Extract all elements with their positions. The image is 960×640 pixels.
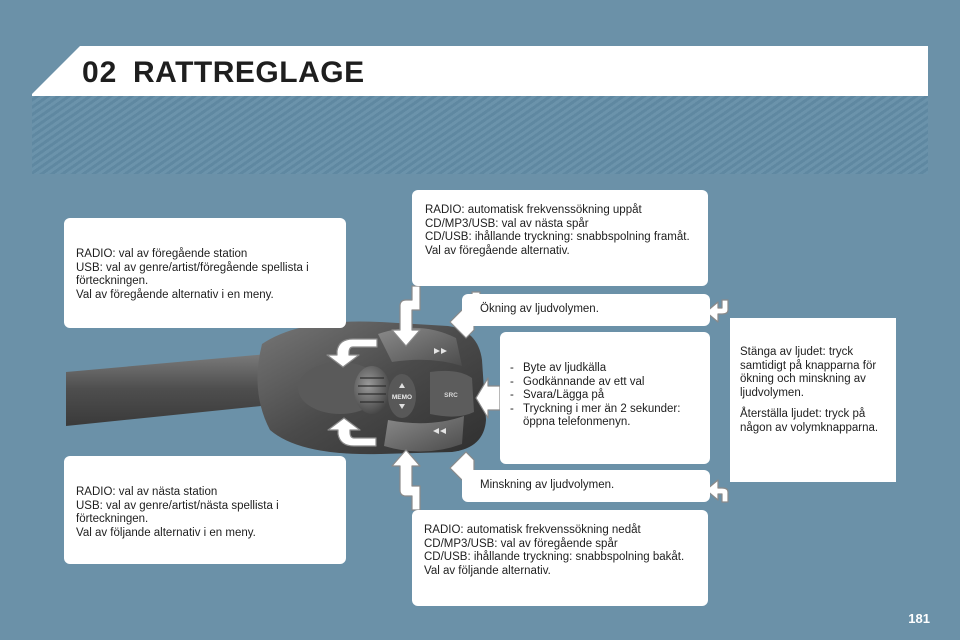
text-line: CD/MP3/USB: val av föregående spår <box>424 537 618 550</box>
text-line: Val av följande alternativ i en meny. <box>76 526 256 539</box>
scroll-wheel[interactable] <box>354 366 390 414</box>
text-line: Val av föregående alternativ. <box>425 244 570 257</box>
arrow-to-seek-down <box>392 450 420 510</box>
text-line: RADIO: val av föregående station <box>76 248 248 260</box>
text-line: RADIO: val av nästa station <box>76 486 218 498</box>
info-box-volume-up <box>462 294 710 326</box>
text-line: USB: val av genre/artist/nästa spellista i förteckningen. <box>76 499 279 525</box>
list-item: - Byte av ljudkälla <box>510 362 702 376</box>
text-line: RADIO: automatisk frekvenssökning uppåt <box>425 204 642 216</box>
info-box-source <box>500 332 710 464</box>
source-function-list <box>510 362 702 430</box>
src-label: SRC <box>444 392 458 399</box>
info-box-previous-station <box>64 218 346 328</box>
text-line: CD/USB: ihållande tryckning: snabbspolning framåt. <box>425 231 690 243</box>
volume-down-text: Minskning av ljudvolymen. <box>480 479 615 491</box>
chapter-title: RATTREGLAGE <box>133 56 365 89</box>
info-box-volume-down <box>462 470 710 502</box>
list-item: - Svara/Lägga på <box>510 389 702 403</box>
unmute-instruction: Återställa ljudet: tryck på någon av volymknapparna. <box>740 408 879 434</box>
mute-instruction: Stänga av ljudet: tryck samtidigt på knapparna för ökning och minskning av ljudvolymen. <box>740 346 877 399</box>
info-box-next-station <box>64 456 346 564</box>
list-item: - Godkännande av ett val <box>510 376 702 390</box>
page-number: 181 <box>908 611 930 626</box>
text-line: CD/USB: ihållande tryckning: snabbspolning bakåt. <box>424 551 685 563</box>
text-line: Val av följande alternativ. <box>424 564 551 577</box>
info-box-seek-down <box>412 510 708 606</box>
text-line: Val av föregående alternativ i en meny. <box>76 288 274 301</box>
volume-up-text: Ökning av ljudvolymen. <box>480 303 599 315</box>
text-line: RADIO: automatisk frekvenssökning nedåt <box>424 524 641 536</box>
list-item: - Tryckning i mer än 2 sekunder: öppna telefonmenyn. <box>510 403 702 430</box>
chapter-number: 02 <box>82 56 118 89</box>
text-line: USB: val av genre/artist/föregående spellista i förteckningen. <box>76 261 309 287</box>
info-box-mute <box>730 318 896 482</box>
text-line: CD/MP3/USB: val av nästa spår <box>425 217 589 230</box>
stalk-edge <box>56 372 66 426</box>
info-box-seek-up <box>412 190 708 286</box>
memo-label: MEMO <box>391 394 413 401</box>
